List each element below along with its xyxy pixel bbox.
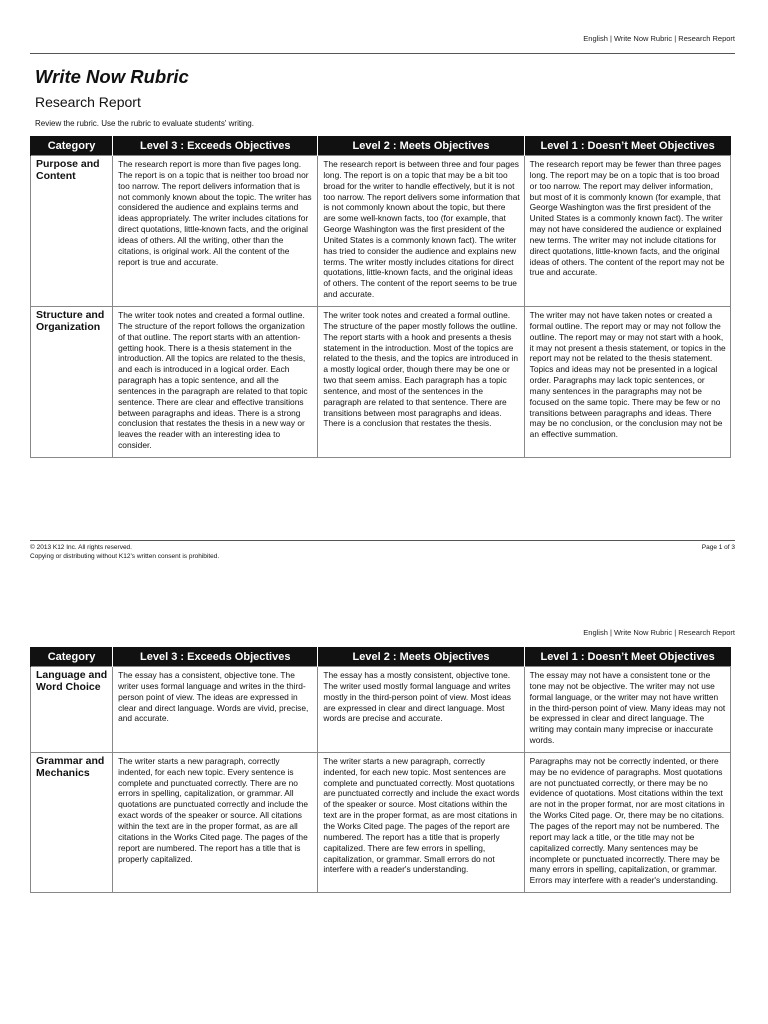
- category-cell: Language and Word Choice: [31, 667, 113, 753]
- document-subtitle: Research Report: [35, 94, 141, 110]
- category-cell: Grammar and Mechanics: [31, 752, 113, 892]
- table-row: [31, 306, 731, 457]
- table-row: [31, 667, 731, 753]
- rubric-header-row: [31, 136, 731, 156]
- table-row: [31, 752, 731, 892]
- header-rule: [30, 53, 735, 54]
- level-3-cell: The research report is more than five pages long. The report is on a topic that is neither too broad nor too narrow. The report delivers information that is not commonly known about the topic. The writer has considered the audience and explains terms and ideas appropriately. The writer includes citations for direct quotations, little-known facts, and the original ideas of others. All the writing, other than the citations, is original work. All the content of the report is true and accurate.: [113, 156, 318, 307]
- column-header-level-2: Level 2 : Meets Objectives: [318, 647, 524, 667]
- level-3-cell: The writer took notes and created a formal outline. The structure of the report follows the organization of that outline. The report starts with an attention-getting hook. There is a thesis statement in the introduction. All the topics are related to the thesis, and each is introduced in a logical order. Each paragraph has a topic sentence, and all the sentences in the paragraph are related to that topic sentence. There are clear and effective transitions between paragraphs and ideas. There is a strong conclusion that restates the thesis in a new way or leaves the reader with an interesting idea to consider.: [113, 306, 318, 457]
- column-header-level-1: Level 1 : Doesn’t Meet Objectives: [524, 136, 730, 156]
- copyright-text: © 2013 K12 Inc. All rights reserved.: [30, 544, 132, 551]
- level-1-cell: Paragraphs may not be correctly indented, or there may be no evidence of paragraphs. Most quotations are not punctuated correctly, or there may be no evidence of quotations. Most citations within the text are not in the proper format, nor are most citations in the Works Cited page. Or, there may be no citations. The pages of the report may not be numbered. The report may lack a title, or the title may not be capitalized correctly. Many sentences may be incomplete or punctuated incorrectly. There may be many errors in spelling, capitalization, or grammar. Errors may interfere with a reader's understanding.: [524, 752, 730, 892]
- level-1-cell: The research report may be fewer than three pages long. The report may be on a topic that is too broad or too narrow. The report may deliver information, but most of it is commonly known (for example, that George Washington was the first president of the United States is a commonly known fact). The writer may not have considered the audience or explained new terms. The writer may not include citations for direct quotations, little-known facts, and the original ideas of others. The content of the report may not be true and accurate.: [524, 156, 730, 307]
- rubric-table: [30, 647, 731, 893]
- rubric-header-row: [31, 647, 731, 667]
- page-footer: [30, 540, 735, 561]
- column-header-level-3: Level 3 : Exceeds Objectives: [113, 647, 318, 667]
- level-2-cell: The writer starts a new paragraph, correctly indented, for each new topic. Most sentences are complete and punctuated correctly. Most quotations are punctuated correctly and include the exact words of the speaker or source. Most citations within the text are in the proper format, as are most citations in the Works Cited page. The pages of the report are numbered. The report has a title that is properly capitalized. There are few errors in spelling, capitalization, or grammar. Small errors do not interfere with a reader's understanding.: [318, 752, 524, 892]
- column-header-category: Category: [31, 647, 113, 667]
- instructions-text: Review the rubric. Use the rubric to evaluate students' writing.: [35, 119, 254, 128]
- level-1-cell: The essay may not have a consistent tone or the tone may not be objective. The writer may not use formal language, or the writer may not have written in the third-person point of view. Many ideas may not be expressed in clear and direct language. The writing may contain many imprecise or inaccurate words.: [524, 667, 730, 753]
- column-header-level-3: Level 3 : Exceeds Objectives: [113, 136, 318, 156]
- column-header-level-2: Level 2 : Meets Objectives: [318, 136, 524, 156]
- column-header-level-1: Level 1 : Doesn’t Meet Objectives: [524, 647, 730, 667]
- level-3-cell: The essay has a consistent, objective tone. The writer uses formal language and writes in the third-person point of view. The ideas are expressed in clear and direct language. Words are vivid, precise, and accurate.: [113, 667, 318, 753]
- level-2-cell: The research report is between three and four pages long. The report is on a topic that may be a bit too broad for the writer to handle effectively, but it is not too narrow. The report delivers some information that is not commonly known about the topic, but there are some well-known facts, too (for example, that George Washington was the first president of the United States is a commonly known fact). The writer has tried to consider the audience and explains new terms. The writer mostly includes citations for direct quotations, little-known facts, and the original ideas of others. The content of the report seems to be true and accurate.: [318, 156, 524, 307]
- category-cell: Purpose and Content: [31, 156, 113, 307]
- level-3-cell: The writer starts a new paragraph, correctly indented, for each new topic. Every sentence is complete and punctuated correctly. There are no errors in spelling, capitalization, or grammar. All quotations are punctuated correctly and include the exact words of the speaker or source. All citations within the text are in the proper format, as are all citations in the Works Cited page. The pages of the report are numbered. The report has a title that is properly capitalized.: [113, 752, 318, 892]
- level-2-cell: The essay has a mostly consistent, objective tone. The writer used mostly formal language and writes mostly in the third-person point of view. Most ideas are expressed in clear and direct language. Most words are precise and accurate.: [318, 667, 524, 753]
- rubric-table: [30, 136, 731, 458]
- table-row: [31, 156, 731, 307]
- level-1-cell: The writer may not have taken notes or created a formal outline. The report may or may not follow the outline. The report may or may not start with a hook, it may not present a thesis statement, or topics in the report may not be related to the thesis statement. Topics and ideas may not be presented in a logical order. Paragraphs may lack topic sentences, or many sentences in the paragraphs may not be focused on the same topic. There may be few or no transitions between paragraphs and ideas. There may be no conclusion, or the conclusion may not be an effective summation.: [524, 306, 730, 457]
- category-cell: Structure and Organization: [31, 306, 113, 457]
- running-header: English | Write Now Rubric | Research Report: [583, 34, 735, 43]
- level-2-cell: The writer took notes and created a formal outline. The structure of the paper mostly follows the outline. The report starts with a hook and presents a thesis statement in the introduction. Most of the topics are related to the thesis, and the topics are introduced in a mostly logical order, though there may be one or two that seem amiss. Each paragraph has a topic sentence, and most of the sentences in the paragraph are related to that sentence. There are transitions between most paragraphs and ideas. There is a conclusion that restates the thesis.: [318, 306, 524, 457]
- page-number: Page 1 of 3: [701, 544, 735, 551]
- document-title: Write Now Rubric: [35, 66, 189, 87]
- running-header: English | Write Now Rubric | Research Report: [583, 628, 735, 637]
- copy-notice-text: Copying or distributing without K12’s written consent is prohibited.: [30, 553, 220, 560]
- column-header-category: Category: [31, 136, 113, 156]
